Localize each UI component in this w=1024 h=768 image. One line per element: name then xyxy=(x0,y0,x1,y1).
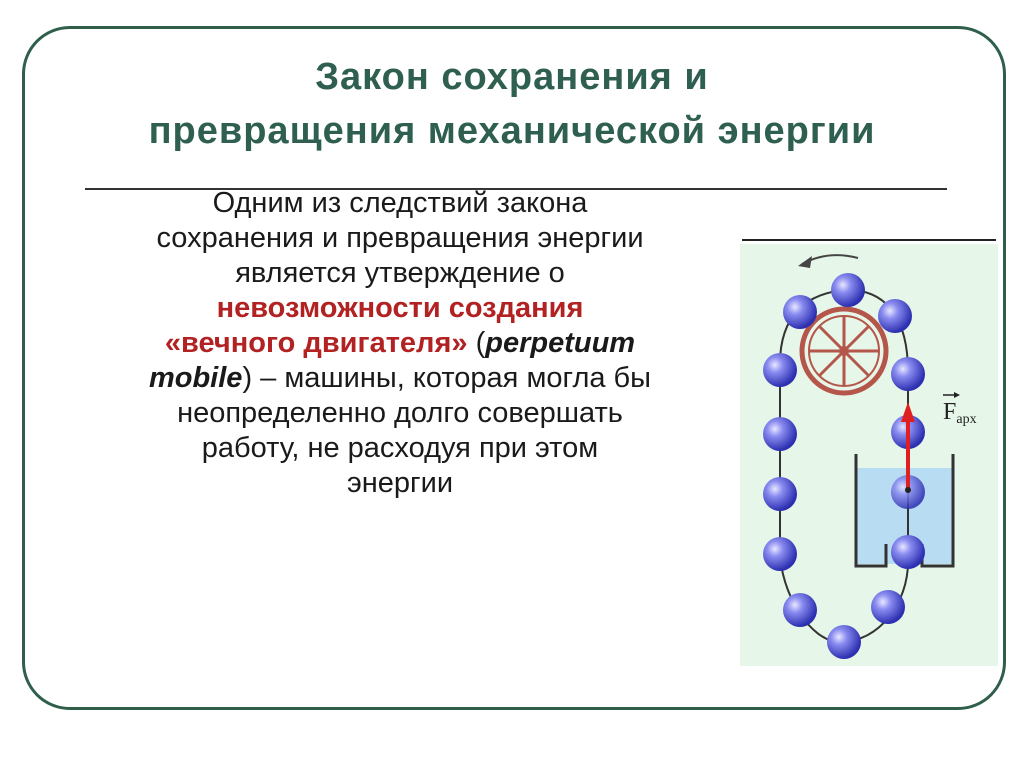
ball xyxy=(763,477,797,511)
body-line-6-rest: ) – машины, которая могла бы xyxy=(242,362,652,394)
wheel-icon xyxy=(802,309,886,393)
body-line-1: Одним из следствий закона xyxy=(212,187,588,219)
slide-title xyxy=(40,50,984,158)
perpetual-motion-illustration xyxy=(740,232,998,666)
ball xyxy=(783,295,817,329)
title-line-2: превращения механической энергии xyxy=(148,110,876,152)
force-label: Fарх xyxy=(943,399,977,427)
ball xyxy=(827,625,861,659)
illustration-background xyxy=(740,244,998,666)
body-line-7: неопределенно долго совершать xyxy=(177,397,623,429)
title-line-1: Закон сохранения и xyxy=(315,56,709,98)
body-line-4-highlight: невозможности создания xyxy=(216,292,584,324)
body-paragraph xyxy=(60,186,740,501)
ball xyxy=(891,535,925,569)
body-line-9: энергии xyxy=(346,467,454,499)
body-line-8: работу, не расходуя при этом xyxy=(201,432,599,464)
latin-term-part-1: perpetuum xyxy=(485,327,636,359)
ball xyxy=(891,357,925,391)
paren-open: ( xyxy=(467,327,486,359)
body-line-2: сохранения и превращения энергии xyxy=(156,222,644,254)
body-line-3: является утверждение о xyxy=(235,257,565,289)
ball xyxy=(878,299,912,333)
body-line-6 xyxy=(60,361,740,396)
ball xyxy=(871,590,905,624)
ball xyxy=(763,537,797,571)
ball xyxy=(763,417,797,451)
ball xyxy=(763,353,797,387)
latin-term-part-2: mobile xyxy=(148,362,243,394)
body-line-5 xyxy=(60,326,740,361)
perpetual-motion-term: «вечного двигателя» xyxy=(164,327,468,359)
ball xyxy=(783,593,817,627)
force-origin-dot xyxy=(905,487,911,493)
ball xyxy=(831,273,865,307)
